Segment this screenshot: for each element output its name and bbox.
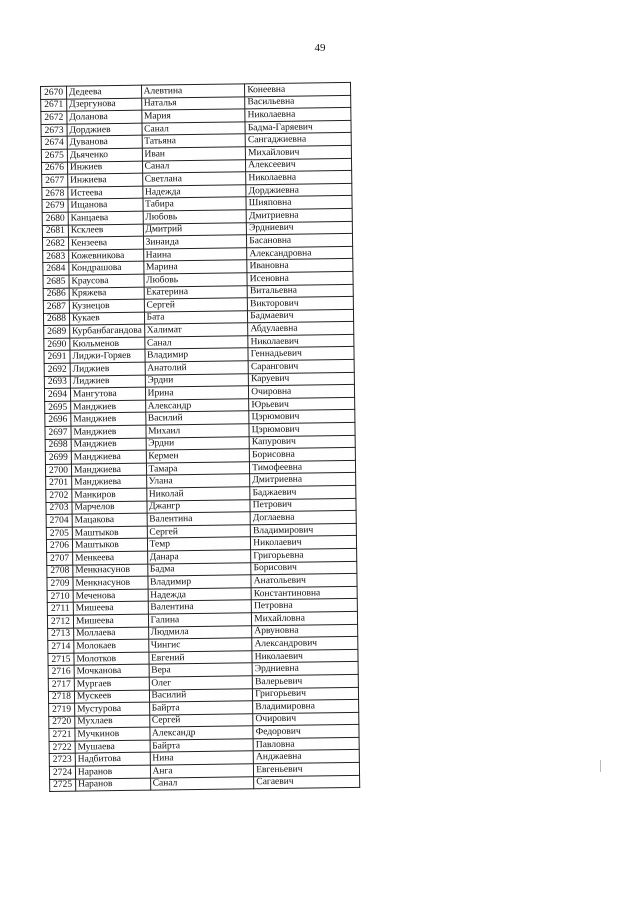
patronymic-cell: Дмитриевна bbox=[246, 208, 352, 222]
row-number-cell: 2685 bbox=[43, 275, 69, 288]
first-name-cell: Валентина bbox=[147, 512, 251, 526]
first-name-cell: Чингис bbox=[148, 638, 252, 652]
patronymic-cell: Баджаевич bbox=[250, 485, 356, 499]
first-name-cell: Анга bbox=[150, 764, 254, 778]
row-number-cell: 2712 bbox=[47, 615, 73, 628]
first-name-cell: Дмитрий bbox=[143, 222, 247, 236]
first-name-cell: Николай bbox=[146, 487, 250, 501]
first-name-cell: Александр bbox=[149, 726, 253, 740]
patronymic-cell: Викторович bbox=[248, 297, 354, 311]
last-name-cell: Манджиева bbox=[72, 476, 147, 490]
row-number-cell: 2717 bbox=[48, 678, 74, 691]
first-name-cell: Санал bbox=[144, 336, 248, 350]
first-name-cell: Евгений bbox=[148, 650, 252, 664]
row-number-cell: 2696 bbox=[45, 414, 71, 427]
row-number-cell: 2719 bbox=[49, 703, 75, 716]
first-name-cell: Алевтина bbox=[141, 84, 245, 98]
first-name-cell: Любовь bbox=[143, 210, 247, 224]
patronymic-cell: Борисович bbox=[251, 561, 357, 575]
row-number-cell: 2688 bbox=[43, 313, 69, 326]
last-name-cell: Кукаев bbox=[69, 312, 144, 326]
last-name-cell: Дедеева bbox=[66, 85, 141, 99]
last-name-cell: Кензеева bbox=[68, 236, 143, 250]
last-name-cell: Мушаева bbox=[75, 740, 150, 754]
last-name-cell: Ксклеев bbox=[68, 224, 143, 238]
first-name-cell: Санал bbox=[142, 159, 246, 173]
last-name-cell: Моллаева bbox=[73, 627, 148, 641]
patronymic-cell: Петрович bbox=[250, 498, 356, 512]
patronymic-cell: Григорьевич bbox=[253, 687, 359, 701]
patronymic-cell: Капурович bbox=[249, 435, 355, 449]
first-name-cell: Темр bbox=[147, 537, 251, 551]
patronymic-cell: Дорджиевна bbox=[246, 183, 352, 197]
patronymic-cell: Владимирович bbox=[250, 523, 356, 537]
scan-artifact bbox=[600, 760, 601, 772]
patronymic-cell: Сангаджиевна bbox=[245, 133, 351, 147]
patronymic-cell: Николаевич bbox=[251, 536, 357, 550]
row-number-cell: 2703 bbox=[46, 502, 72, 515]
row-number-cell: 2694 bbox=[44, 388, 70, 401]
patronymic-cell: Михайлович bbox=[246, 145, 352, 159]
last-name-cell: Манкиров bbox=[72, 488, 147, 502]
row-number-cell: 2672 bbox=[41, 111, 67, 124]
last-name-cell: Лиджиев bbox=[70, 375, 145, 389]
last-name-cell: Манджиев bbox=[71, 425, 146, 439]
patronymic-cell: Сарангович bbox=[248, 359, 354, 373]
first-name-cell: Байрта bbox=[149, 701, 253, 715]
last-name-cell: Мангутова bbox=[70, 387, 145, 401]
last-name-cell: Кондрашова bbox=[69, 261, 144, 275]
row-number-cell: 2673 bbox=[41, 124, 67, 137]
first-name-cell: Екатерина bbox=[144, 285, 248, 299]
last-name-cell: Дьяченко bbox=[67, 148, 142, 162]
patronymic-cell: Анджаевна bbox=[253, 750, 359, 764]
names-table-body bbox=[41, 82, 360, 791]
last-name-cell: Мучкинов bbox=[75, 727, 150, 741]
patronymic-cell: Эрдниевич bbox=[247, 221, 353, 235]
row-number-cell: 2702 bbox=[46, 489, 72, 502]
patronymic-cell: Конеевна bbox=[245, 82, 351, 96]
row-number-cell: 2692 bbox=[44, 363, 70, 376]
first-name-cell: Ирина bbox=[145, 386, 249, 400]
last-name-cell: Дуванова bbox=[67, 136, 142, 150]
row-number-cell: 2723 bbox=[49, 754, 75, 767]
names-table-wrapper bbox=[40, 82, 360, 792]
patronymic-cell: Константиновна bbox=[251, 586, 357, 600]
first-name-cell: Эрдни bbox=[146, 436, 250, 450]
patronymic-cell: Абдулаевна bbox=[248, 322, 354, 336]
last-name-cell: Манджиев bbox=[71, 438, 146, 452]
last-name-cell: Дзергунова bbox=[67, 98, 142, 112]
row-number-cell: 2677 bbox=[42, 174, 68, 187]
last-name-cell: Менкнасунов bbox=[73, 576, 148, 590]
first-name-cell: Нина bbox=[150, 751, 254, 765]
row-number-cell: 2713 bbox=[48, 628, 74, 641]
last-name-cell: Истеева bbox=[68, 186, 143, 200]
last-name-cell: Кузнецов bbox=[69, 299, 144, 313]
last-name-cell: Доланова bbox=[67, 110, 142, 124]
last-name-cell: Инжиев bbox=[67, 161, 142, 175]
first-name-cell: Михаил bbox=[145, 424, 249, 438]
row-number-cell: 2706 bbox=[46, 539, 72, 552]
row-number-cell: 2681 bbox=[42, 225, 68, 238]
last-name-cell: Манджиев bbox=[71, 413, 146, 427]
last-name-cell: Мустурова bbox=[74, 702, 149, 716]
patronymic-cell: Шияповна bbox=[246, 196, 352, 210]
last-name-cell: Мургаев bbox=[74, 677, 149, 691]
patronymic-cell: Николаевна bbox=[246, 171, 352, 185]
last-name-cell: Канцаева bbox=[68, 211, 143, 225]
first-name-cell: Эрдни bbox=[145, 373, 249, 387]
first-name-cell: Бата bbox=[144, 310, 248, 324]
last-name-cell: Манджиева bbox=[71, 450, 146, 464]
last-name-cell: Мускеев bbox=[74, 690, 149, 704]
last-name-cell: Ищанова bbox=[68, 199, 143, 213]
patronymic-cell: Ивановна bbox=[247, 259, 353, 273]
patronymic-cell: Цэрюмович bbox=[249, 410, 355, 424]
first-name-cell: Джангр bbox=[146, 499, 250, 513]
last-name-cell: Лиджи-Горяев bbox=[70, 350, 145, 364]
row-number-cell: 2674 bbox=[41, 137, 67, 150]
first-name-cell: Любовь bbox=[144, 273, 248, 287]
first-name-cell: Халимат bbox=[144, 323, 248, 337]
row-number-cell: 2690 bbox=[44, 338, 70, 351]
last-name-cell: Наранов bbox=[75, 778, 150, 792]
patronymic-cell: Геннадьевич bbox=[248, 347, 354, 361]
patronymic-cell: Алексеевич bbox=[246, 158, 352, 172]
row-number-cell: 2682 bbox=[42, 237, 68, 250]
row-number-cell: 2705 bbox=[46, 527, 72, 540]
last-name-cell: Инжиева bbox=[68, 173, 143, 187]
table-row bbox=[50, 775, 360, 792]
row-number-cell: 2684 bbox=[43, 262, 69, 275]
last-name-cell: Марчелов bbox=[72, 501, 147, 515]
row-number-cell: 2721 bbox=[49, 728, 75, 741]
row-number-cell: 2715 bbox=[48, 653, 74, 666]
patronymic-cell: Цэрюмович bbox=[249, 422, 355, 436]
first-name-cell: Бадма bbox=[147, 562, 251, 576]
row-number-cell: 2720 bbox=[49, 716, 75, 729]
first-name-cell: Наталья bbox=[141, 96, 245, 110]
patronymic-cell: Владимировна bbox=[253, 699, 359, 713]
first-name-cell: Анатолий bbox=[145, 361, 249, 375]
names-table bbox=[40, 82, 360, 792]
first-name-cell: Иван bbox=[142, 147, 246, 161]
row-number-cell: 2707 bbox=[47, 552, 73, 565]
first-name-cell: Людмила bbox=[148, 625, 252, 639]
first-name-cell: Табира bbox=[143, 197, 247, 211]
row-number-cell: 2699 bbox=[45, 451, 71, 464]
patronymic-cell: Бадма-Гаряевич bbox=[245, 120, 351, 134]
first-name-cell: Татьяна bbox=[142, 134, 246, 148]
last-name-cell: Курбанбагандова bbox=[70, 324, 145, 338]
last-name-cell: Менкеева bbox=[73, 551, 148, 565]
first-name-cell: Санал bbox=[142, 122, 246, 136]
last-name-cell: Кюльменов bbox=[70, 337, 145, 351]
patronymic-cell: Михайловна bbox=[252, 611, 358, 625]
first-name-cell: Улана bbox=[146, 474, 250, 488]
patronymic-cell: Сагаевич bbox=[254, 775, 360, 789]
patronymic-cell: Доглаевна bbox=[250, 511, 356, 525]
row-number-cell: 2678 bbox=[42, 187, 68, 200]
row-number-cell: 2697 bbox=[45, 426, 71, 439]
last-name-cell: Надбитова bbox=[75, 753, 150, 767]
row-number-cell: 2670 bbox=[41, 86, 67, 99]
first-name-cell: Владимир bbox=[147, 575, 251, 589]
first-name-cell: Александр bbox=[145, 399, 249, 413]
patronymic-cell: Дмитриевна bbox=[250, 473, 356, 487]
last-name-cell: Кожевникова bbox=[69, 249, 144, 263]
patronymic-cell: Николаевич bbox=[252, 649, 358, 663]
row-number-cell: 2698 bbox=[45, 439, 71, 452]
row-number-cell: 2724 bbox=[49, 766, 75, 779]
first-name-cell: Зинаида bbox=[143, 235, 247, 249]
last-name-cell: Краусова bbox=[69, 274, 144, 288]
last-name-cell: Меченова bbox=[73, 589, 148, 603]
last-name-cell: Мишеева bbox=[73, 614, 148, 628]
row-number-cell: 2689 bbox=[44, 325, 70, 338]
last-name-cell: Дорджиев bbox=[67, 123, 142, 137]
first-name-cell: Санал bbox=[150, 776, 254, 790]
patronymic-cell: Эрдниевна bbox=[252, 662, 358, 676]
patronymic-cell: Арвуновна bbox=[252, 624, 358, 638]
first-name-cell: Вера bbox=[149, 663, 253, 677]
patronymic-cell: Очировна bbox=[249, 385, 355, 399]
patronymic-cell: Федорович bbox=[253, 725, 359, 739]
last-name-cell: Мишеева bbox=[73, 601, 148, 615]
row-number-cell: 2680 bbox=[42, 212, 68, 225]
row-number-cell: 2700 bbox=[45, 464, 71, 477]
row-number-cell: 2671 bbox=[41, 99, 67, 112]
first-name-cell: Светлана bbox=[142, 172, 246, 186]
patronymic-cell: Петровна bbox=[251, 599, 357, 613]
last-name-cell: Мухлаев bbox=[75, 715, 150, 729]
last-name-cell: Молотков bbox=[74, 652, 149, 666]
last-name-cell: Манджиева bbox=[71, 463, 146, 477]
patronymic-cell: Анатольевич bbox=[251, 574, 357, 588]
row-number-cell: 2714 bbox=[48, 640, 74, 653]
last-name-cell: Наранов bbox=[75, 765, 150, 779]
last-name-cell: Мацакова bbox=[72, 513, 147, 527]
patronymic-cell: Евгеньевич bbox=[254, 762, 360, 776]
last-name-cell: Кряжева bbox=[69, 287, 144, 301]
last-name-cell: Маштыков bbox=[72, 526, 147, 540]
patronymic-cell: Григорьевна bbox=[251, 548, 357, 562]
row-number-cell: 2709 bbox=[47, 577, 73, 590]
row-number-cell: 2725 bbox=[50, 779, 76, 792]
patronymic-cell: Каруевич bbox=[248, 372, 354, 386]
row-number-cell: 2695 bbox=[45, 401, 71, 414]
row-number-cell: 2710 bbox=[47, 590, 73, 603]
row-number-cell: 2701 bbox=[46, 477, 72, 490]
patronymic-cell: Борисовна bbox=[249, 448, 355, 462]
last-name-cell: Маштыков bbox=[72, 539, 147, 553]
first-name-cell: Кермен bbox=[146, 449, 250, 463]
first-name-cell: Мария bbox=[141, 109, 245, 123]
patronymic-cell: Николаевич bbox=[248, 334, 354, 348]
patronymic-cell: Витальевна bbox=[247, 284, 353, 298]
first-name-cell: Олег bbox=[149, 676, 253, 690]
patronymic-cell: Бадмаевич bbox=[248, 309, 354, 323]
last-name-cell: Молокаев bbox=[74, 639, 149, 653]
row-number-cell: 2693 bbox=[44, 376, 70, 389]
row-number-cell: 2687 bbox=[43, 300, 69, 313]
first-name-cell: Сергей bbox=[144, 298, 248, 312]
patronymic-cell: Николаевна bbox=[245, 108, 351, 122]
first-name-cell: Галина bbox=[148, 613, 252, 627]
first-name-cell: Наина bbox=[143, 248, 247, 262]
last-name-cell: Мочканова bbox=[74, 664, 149, 678]
first-name-cell: Тамара bbox=[146, 462, 250, 476]
first-name-cell: Сергей bbox=[147, 525, 251, 539]
row-number-cell: 2675 bbox=[41, 149, 67, 162]
row-number-cell: 2676 bbox=[41, 162, 67, 175]
first-name-cell: Василий bbox=[149, 688, 253, 702]
last-name-cell: Менкнасунов bbox=[73, 564, 148, 578]
row-number-cell: 2708 bbox=[47, 565, 73, 578]
page-number: 49 bbox=[314, 42, 326, 54]
first-name-cell: Байрта bbox=[150, 739, 254, 753]
row-number-cell: 2679 bbox=[42, 199, 68, 212]
row-number-cell: 2683 bbox=[43, 250, 69, 263]
first-name-cell: Надежда bbox=[148, 588, 252, 602]
last-name-cell: Лиджиев bbox=[70, 362, 145, 376]
patronymic-cell: Павловна bbox=[253, 737, 359, 751]
row-number-cell: 2711 bbox=[47, 602, 73, 615]
patronymic-cell: Валерьевич bbox=[252, 674, 358, 688]
row-number-cell: 2686 bbox=[43, 288, 69, 301]
patronymic-cell: Юрьевич bbox=[249, 397, 355, 411]
patronymic-cell: Очирович bbox=[253, 712, 359, 726]
first-name-cell: Данара bbox=[147, 550, 251, 564]
patronymic-cell: Александрович bbox=[252, 637, 358, 651]
row-number-cell: 2704 bbox=[46, 514, 72, 527]
row-number-cell: 2716 bbox=[48, 665, 74, 678]
first-name-cell: Василий bbox=[145, 411, 249, 425]
row-number-cell: 2718 bbox=[48, 691, 74, 704]
row-number-cell: 2691 bbox=[44, 351, 70, 364]
patronymic-cell: Исеновна bbox=[247, 271, 353, 285]
patronymic-cell: Тимофеевна bbox=[250, 460, 356, 474]
patronymic-cell: Васильевна bbox=[245, 95, 351, 109]
row-number-cell: 2722 bbox=[49, 741, 75, 754]
first-name-cell: Владимир bbox=[145, 348, 249, 362]
first-name-cell: Марина bbox=[143, 260, 247, 274]
first-name-cell: Надежда bbox=[142, 185, 246, 199]
patronymic-cell: Басановна bbox=[247, 234, 353, 248]
patronymic-cell: Александровна bbox=[247, 246, 353, 260]
last-name-cell: Манджиев bbox=[71, 400, 146, 414]
first-name-cell: Сергей bbox=[149, 713, 253, 727]
first-name-cell: Валентина bbox=[148, 600, 252, 614]
